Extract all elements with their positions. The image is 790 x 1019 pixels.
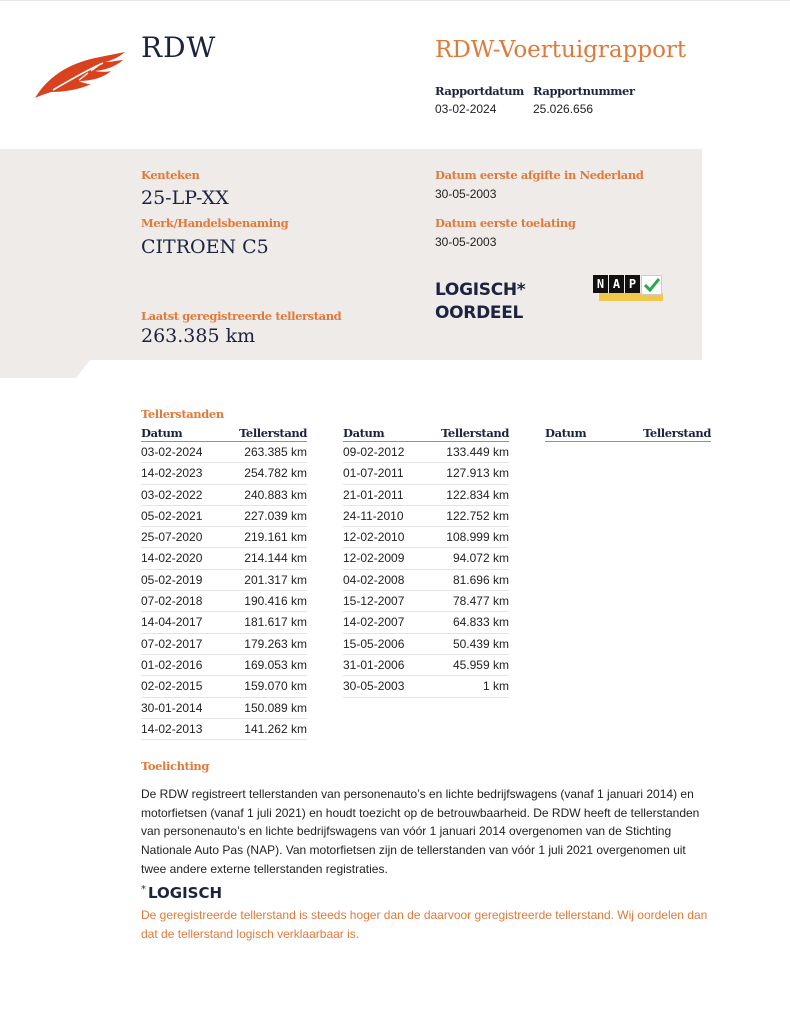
merk-label: Merk/Handelsbenaming — [141, 216, 289, 230]
logisch-heading — [141, 884, 222, 902]
row-datum: 25-07-2020 — [141, 530, 203, 545]
table-row — [141, 570, 307, 591]
row-tellerstand: 1 km — [482, 679, 509, 694]
col-datum-header: Datum — [343, 426, 385, 440]
verdict — [435, 279, 525, 325]
table-row — [141, 634, 307, 655]
nap-letter-n: N — [593, 275, 608, 293]
row-datum: 01-02-2016 — [141, 657, 203, 672]
nap-letter-p: P — [625, 275, 640, 293]
table-row — [141, 676, 307, 697]
table-row — [343, 506, 509, 527]
table-row — [141, 442, 307, 463]
table-row — [343, 527, 509, 548]
row-tellerstand: 133.449 km — [446, 445, 509, 459]
logisch-title: LOGISCH — [148, 884, 223, 902]
row-datum: 03-02-2024 — [141, 445, 203, 459]
table-row — [141, 591, 307, 612]
row-datum: 14-02-2020 — [141, 551, 203, 566]
table-row — [141, 655, 307, 676]
row-datum: 09-02-2012 — [343, 445, 405, 459]
tellerstanden-column-3 — [545, 426, 711, 442]
tellerstanden-column-2 — [343, 426, 509, 698]
row-datum: 05-02-2019 — [141, 572, 203, 587]
row-datum: 02-02-2015 — [141, 679, 203, 694]
toelating-value: 30-05-2003 — [435, 235, 497, 249]
table-row — [141, 506, 307, 527]
tellerstanden-column-1 — [141, 426, 307, 740]
report-title: RDW-Voertuigrapport — [435, 37, 687, 63]
row-tellerstand: 263.385 km — [244, 445, 307, 459]
table-row — [343, 485, 509, 506]
table-row — [141, 485, 307, 506]
row-datum: 15-05-2006 — [343, 636, 405, 651]
table-row — [343, 463, 509, 484]
col-tellerstand-header: Tellerstand — [239, 426, 307, 440]
row-tellerstand: 94.072 km — [452, 551, 509, 566]
rapportdatum-value: 03-02-2024 — [435, 102, 497, 116]
row-datum: 04-02-2008 — [343, 572, 405, 587]
rapportnummer-label: Rapportnummer — [533, 84, 635, 98]
col-tellerstand-header: Tellerstand — [441, 426, 509, 440]
verdict-line1: LOGISCH* — [435, 280, 526, 300]
row-datum: 14-02-2013 — [141, 721, 203, 736]
table-row — [141, 527, 307, 548]
table-row — [343, 570, 509, 591]
row-tellerstand: 150.089 km — [244, 700, 307, 715]
row-tellerstand: 64.833 km — [452, 615, 509, 630]
row-datum: 12-02-2010 — [343, 530, 405, 545]
col-datum-header: Datum — [141, 426, 183, 440]
row-tellerstand: 45.959 km — [452, 657, 509, 672]
table-row — [141, 719, 307, 740]
row-datum: 01-07-2011 — [343, 466, 404, 481]
table-row — [141, 463, 307, 484]
toelating-label: Datum eerste toelating — [435, 216, 576, 230]
table-row — [141, 698, 307, 719]
tellerstand-value: 263.385 km — [141, 325, 256, 347]
row-tellerstand: 50.439 km — [452, 636, 509, 651]
row-tellerstand: 201.317 km — [244, 572, 307, 587]
tellerstanden-title: Tellerstanden — [141, 407, 224, 421]
row-datum: 21-01-2011 — [343, 487, 404, 502]
nap-letter-a: A — [609, 275, 624, 293]
row-tellerstand: 108.999 km — [446, 530, 509, 545]
rapportnummer-value: 25.026.656 — [533, 102, 594, 116]
tellerstand-label: Laatst geregistreerde tellerstand — [141, 309, 342, 323]
brand-name: RDW — [141, 31, 217, 64]
row-datum: 30-05-2003 — [343, 679, 405, 694]
rapportdatum-label: Rapportdatum — [435, 84, 524, 98]
row-tellerstand: 122.834 km — [446, 487, 509, 502]
table-row — [343, 676, 509, 697]
table-row — [343, 612, 509, 633]
row-datum: 03-02-2022 — [141, 487, 203, 502]
row-tellerstand: 179.263 km — [244, 636, 307, 651]
row-datum: 24-11-2010 — [343, 508, 404, 523]
table-row — [141, 612, 307, 633]
row-datum: 12-02-2009 — [343, 551, 405, 566]
row-datum: 31-01-2006 — [343, 657, 405, 672]
table-row — [141, 548, 307, 569]
row-datum: 30-01-2014 — [141, 700, 203, 715]
row-tellerstand: 169.053 km — [244, 657, 307, 672]
table-row — [343, 548, 509, 569]
table-row — [343, 442, 509, 463]
col-datum-header: Datum — [545, 426, 587, 440]
toelichting-title: Toelichting — [141, 759, 210, 773]
merk-value: CITROEN C5 — [141, 236, 269, 258]
row-datum: 07-02-2018 — [141, 594, 203, 609]
logisch-text: De geregistreerde tellerstand is steeds hoger dan de daarvoor geregistreerde tellerstand. Wij oordelen dan dat de tellerstand logisch verklaarbaar is. — [141, 908, 708, 941]
row-tellerstand: 127.913 km — [446, 466, 509, 481]
row-datum: 14-04-2017 — [141, 615, 203, 630]
afgifte-value: 30-05-2003 — [435, 187, 497, 201]
top-divider — [0, 0, 790, 1]
row-datum: 14-02-2007 — [343, 615, 405, 630]
row-tellerstand: 190.416 km — [244, 594, 307, 609]
row-datum: 15-12-2007 — [343, 594, 405, 609]
row-tellerstand: 159.070 km — [244, 679, 307, 694]
row-tellerstand: 254.782 km — [244, 466, 307, 481]
row-tellerstand: 219.161 km — [244, 530, 307, 545]
row-tellerstand: 122.752 km — [446, 508, 509, 523]
row-datum: 05-02-2021 — [141, 508, 203, 523]
toelichting-text: De RDW registreert tellerstanden van personenauto’s en lichte bedrijfswagens (vanaf 1 januari 2014) en motorfietsen (vanaf 1 juli 2021) en houdt toezicht op de betrouwbaarheid. De RDW heeft de tellerstanden van personenauto’s en lichte bedrijfswagens van vóór 1 januari 2014 overgenomen van de Stichting Nationale Auto Pas (NAP). Van motorfietsen zijn de tellerstanden van vóór 1 juli 2021 overgenomen uit twee andere externe tellerstanden registraties. — [141, 787, 700, 876]
kenteken-label: Kenteken — [141, 168, 200, 182]
table-row — [343, 655, 509, 676]
nap-logo — [593, 275, 662, 295]
rdw-wing-logo-icon — [33, 48, 129, 100]
row-tellerstand: 181.617 km — [244, 615, 307, 630]
row-tellerstand: 81.696 km — [452, 572, 509, 587]
verdict-line2: OORDEEL — [435, 303, 524, 323]
logisch-star: * — [141, 884, 146, 895]
row-tellerstand: 227.039 km — [244, 508, 307, 523]
vehicle-summary-panel — [0, 149, 702, 378]
row-tellerstand: 214.144 km — [244, 551, 307, 566]
green-check-icon — [641, 275, 662, 295]
row-datum: 07-02-2017 — [141, 636, 203, 651]
table-row — [343, 591, 509, 612]
col-tellerstand-header: Tellerstand — [643, 426, 711, 440]
row-tellerstand: 78.477 km — [452, 594, 509, 609]
row-tellerstand: 240.883 km — [244, 487, 307, 502]
table-row — [343, 634, 509, 655]
row-tellerstand: 141.262 km — [244, 721, 307, 736]
row-datum: 14-02-2023 — [141, 466, 203, 481]
kenteken-value: 25-LP-XX — [141, 187, 229, 209]
afgifte-label: Datum eerste afgifte in Nederland — [435, 168, 644, 182]
